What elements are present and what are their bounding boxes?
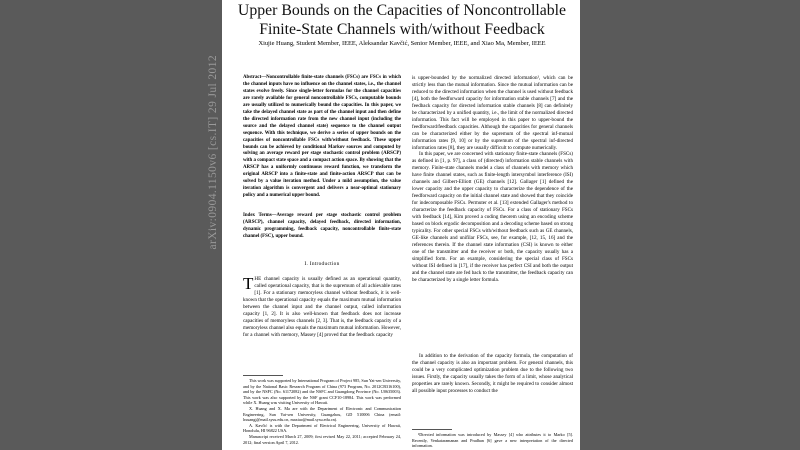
footnote-directed-info: ¹Directed information was introduced by Massey [4] who attributes it to Marko [5]. Recently, Venkataramanan and Pradhan [6] gave a new interpretation of the directed information. <box>412 432 573 449</box>
right-paragraph-3-text: In addition to the derivation of the capacity formula, the computation of the channel capacity is also an important problem. For general channels, this could be a very complicated optimization problem due to the following two issues. Firstly, the capacity usually takes the form of a limit, whose analytical properties are rarely known. Secondly, it might be required to consider almost all possible input processes to conduct the <box>412 353 573 394</box>
footnote-rule-left <box>243 375 283 376</box>
paper-title: Upper Bounds on the Capacities of Noncontrollable Finite-State Channels with/without Feedback <box>237 2 567 38</box>
author-line: Xiujie Huang, Student Member, IEEE, Aleksandar Kavčić, Senior Member, IEEE, and Xiao Ma, Member, IEEE <box>258 40 546 47</box>
footnotes-left <box>243 378 401 445</box>
right-paragraph-1: is upper-bounded by the normalized directed information¹, which can be strictly less than the mutual information. Since the mutual information can be reduced to the directed information when the channel is used without feedback [4], both the feedforward capacity for information stable channels [7] and the feedback capacity for directed information stable channels [8] can definitely be characterized by a unified quantity, i.e., the limit of the normalized directed information. This fact will be employed in this paper to upper-bound the feedforward/feedback capacities. Although the capacities for general channels can be characterized either by the supremum of the spectral inf-mutual information rates [9, 10] or by the supremum of the spectral inf-directed information rates [8], they are usually difficult to compute numerically. <box>412 75 573 151</box>
intro-text: HE channel capacity is usually defined as an operational quantity, called operational capacity, that is the supremum of all achievable rates [1]. For a stationary memoryless channel without feedback, it is well-known that the operational capacity equals the maximum mutual information between the channel input and the channel output, called information capacity [1, 2]. It is also well-known that feedback does not increase capacities of memoryless channels [2, 3]. That is, the feedback capacity of a memoryless channel also equals the maximum mutual information. However, for a channel with memory, Massey [4] proved that the feedback capacity <box>243 276 401 338</box>
right-column-body <box>412 75 573 284</box>
index-terms: Index Terms—Average reward per stage stochastic control problem (ARSCP), channel capacity, delayed feedback, directed information, dynamic programming, feedback capacity, noncontrollable finite-state channel (FSC), upper bound. <box>243 213 401 239</box>
footnote-right <box>412 432 573 449</box>
footnote-rule-right <box>412 429 452 430</box>
footnote-manuscript: Manuscript received March 27, 2009; first revised May 22, 2011; accepted February 24, 2012; final version April 7, 2012. <box>243 433 401 445</box>
footnote-funding: This work was supported by International Program of Project 985, Sun Yat-sen University, and by the National Basic Research Program of China (973 Program, No. 2012CB316100), and by the NSFC (No. 61172082) and the NSFC and Guangdong Province (No. U0635003). This work was also supported by the NSF grant CCF10-18984. This work was performed while X. Huang was visiting University of Hawaii. <box>243 378 401 406</box>
footnote-affiliation-2: A. Kavčić is with the Department of Electrical Engineering, University of Hawaii, Honolulu, HI 96822 USA. <box>243 422 401 434</box>
arxiv-stamp: arXiv:0904.1150v6 [cs.IT] 29 Jul 2012 <box>207 55 219 250</box>
intro-paragraph <box>243 276 401 339</box>
drop-cap: T <box>243 274 254 293</box>
right-paragraph-3 <box>412 353 573 395</box>
footnote-affiliation-1: X. Huang and X. Ma are with the Department of Electronic and Communication Engineering, Sun Yat-sen University, Guangzhou, GD 510006 China (email: hxuangj@mail.sysu.edu.cn, maxiao@mail.sysu.edu.cn). <box>243 405 401 423</box>
abstract: Abstract—Noncontrollable finite-state channels (FSCs) are FSCs in which the channel inputs have no influence on the channel states, i.e., the channel states evolve freely. Since single-letter formulas for the channel capacities are rarely available for general noncontrollable FSCs, computable bounds are usually utilized to numerically bound the capacities. In this paper, we take the delayed channel state as part of the channel input and then define the directed information rate from the new channel input (including the source and the delayed channel state) sequence to the channel output sequence. With this technique, we derive a series of upper bounds on the capacities of noncontrollable FSCs with/without feedback. These upper bounds can be achieved by conditional Markov sources and computed by solving an average reward per stage stochastic control problem (ARSCP) with a compact state space and a compact action space. By showing that the ARSCP has a uniformly continuous reward function, we transform the original ARSCP into a finite-state and finite-action ARSCP that can be solved by a value iteration method. Under a mild assumption, the value iteration algorithm is convergent and delivers a near-optimal stationary policy and a numerical upper bound. <box>243 75 401 199</box>
section-heading: I. Introduction <box>304 261 340 267</box>
right-paragraph-2: In this paper, we are concerned with stationary finite-state channels (FSCs) as defined in [1, p. 97], a class of (directed) information stable channels with memory. Finite-state channels model a class of channels with memory which have finite channel states, such as finite-length intersymbol interference (ISI) channels and Gilbert-Elliott (GE) channels [12]. Gallager [1] defined the lower capacity and the upper capacity to characterize the dependence of the feedforward capacity on the initial channel state and showed that they coincide for indecomposable FSCs. Permuter et al. [13] extended Gallager's method to characterize the feedback capacity of FSCs. For a class of stationary FSCs with feedback [14], Kim proved a coding theorem using an encoding scheme based on block ergodic decomposition and a decoding scheme based on strong typicality. For other special FSCs with/without feedback such as GE channels, GE-like channels and unifilar FSCs, see, for example, [12, 15, 16] and the references therein. If the channel state information (CSI) is known to either one of the transmitter and the receiver or both, the capacity usually has a simplified form. For an example, considering the special class of FSCs without ISI defined in [17], if the receiver has perfect CSI and both the output and the channel state are fed back to the transmitter, the feedback capacity can be characterized by a single letter formula. <box>412 151 573 283</box>
